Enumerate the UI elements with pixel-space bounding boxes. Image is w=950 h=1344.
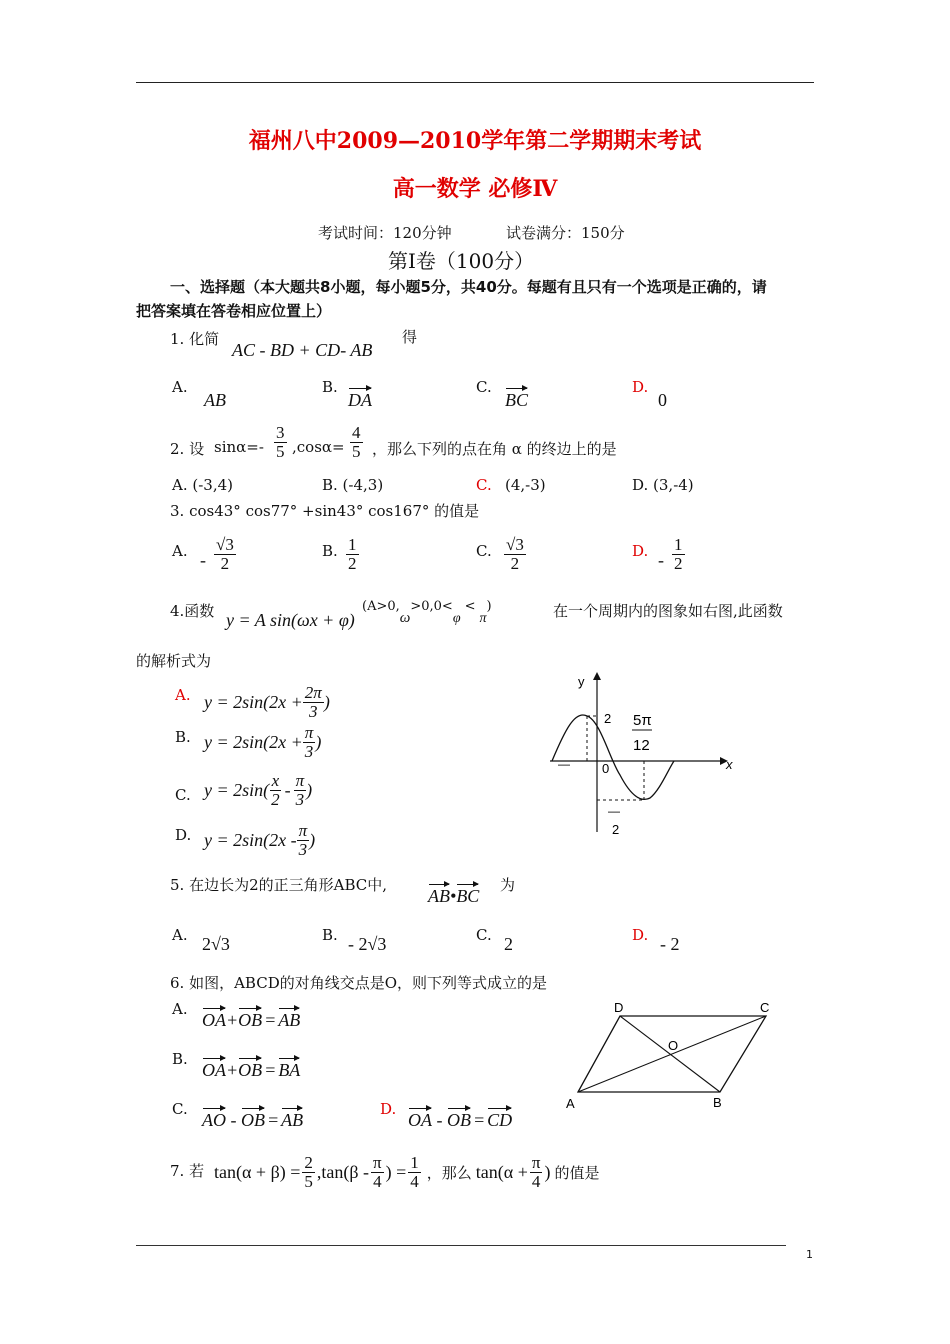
q2-sin-label: sinα=- [214,438,264,456]
vertex-b: B [713,1095,722,1110]
q2-sin-fraction: $\frac{3}{5}$ [276,423,285,461]
graph-trough-dash: — [608,804,620,818]
diagonal-ac [578,1016,766,1092]
q1-option-b-label: B. [322,378,338,396]
q2-num: 2. 设 [170,440,205,458]
q3-option-a-fraction: $\frac{√3}{2}$ [216,535,234,573]
q5-option-c-label: C. [476,926,492,944]
q4-option-a-label: A. [175,686,191,704]
q5-option-b-value: - 2√3 [348,934,387,954]
q1-option-c-label: C. [476,378,492,396]
q1-option-d-value: 0 [658,390,667,410]
exam-subtitle: 高一数学 必修Ⅳ [392,176,558,202]
q5-option-d-label: D. [632,926,649,944]
q2-option-b: B. (-4,3) [322,476,384,494]
q5-option-a-label: A. [172,926,188,944]
section-heading-line2: 把答案填在答卷相应位置上） [136,302,332,320]
q6-option-c-label: C. [172,1100,188,1118]
graph-y-label: y [578,674,585,689]
q4-sine-graph [540,670,740,840]
q2-option-d: D. (3,-4) [632,476,694,494]
q5-option-d-value: - 2 [660,934,680,954]
exam-time: 考试时间：120分钟 [318,224,452,242]
page-number: 1 [806,1248,813,1261]
q1-expression: AC - BD + CD- AB [232,340,373,360]
exam-title: 福州八中2009—2010学年第二学期期末考试 [248,128,702,154]
q6-option-b-formula: OA+OB = BA [202,1060,301,1080]
q1-option-a-label: A. [172,378,188,396]
graph-trough-label: 2 [612,822,620,837]
q6-stem: 6. 如图，ABCD的对角线交点是O，则下列等式成立的是 [170,974,548,992]
q1-num: 1. 化简 [170,330,220,348]
vertex-c: C [760,1000,770,1015]
sine-curve [552,715,674,799]
q4-option-c-formula: y = 2sin( $\frac{x}{2}$ - $\frac{\pi}{3}$ ) [204,771,313,809]
q7-expression: tan(α + β) = $\frac{2}{5}$ ,tan(β - $\frac{\pi}{4}$ ) = $\frac{1}{4}$ ，那么 tan(α + $\frac{\pi}{4}$ ) 的值是 [214,1153,600,1191]
graph-origin-label: 0 [602,761,610,776]
graph-peak-label: 2 [604,711,612,726]
q2-option-c-value: (4,-3) [505,476,546,494]
q2-option-a: A. (-3,4) [172,476,233,494]
q6-option-d-formula: OA - OB = CD [408,1110,513,1130]
q6-parallelogram-figure [560,996,780,1116]
q3-option-d-fraction: $\frac{1}{2}$ [674,535,683,573]
q1-option-b-value: DA [348,390,372,410]
q6-option-a-formula: OA+OB = AB [202,1010,301,1030]
q4-option-a-formula: y = 2sin(2x + $\frac{2\pi}{3}$ ) [204,683,330,721]
q5-option-a-value: 2√3 [202,934,230,954]
q3-option-c-fraction: $\frac{√3}{2}$ [506,535,524,573]
center-o: O [668,1038,679,1053]
top-rule [136,82,814,83]
q4-line2: 的解析式为 [136,652,212,670]
q1-option-d-label: D. [632,378,649,396]
q2-rest: ，那么下列的点在角 α 的终边上的是 [372,440,617,458]
q6-option-c-formula: AO - OB = AB [202,1110,304,1130]
q3-option-b-label: B. [322,542,338,560]
q2-cos-label: ,cosα= [292,438,345,456]
q1-suffix: 得 [402,328,418,346]
q4-num: 4.函数 [170,602,215,620]
graph-x-label: x [726,757,733,772]
q3-option-a-label: A. [172,542,188,560]
q3-option-c-label: C. [476,542,492,560]
q4-option-d-label: D. [175,826,192,844]
volume-title: 第Ⅰ卷（100分） [388,249,535,273]
q3-option-a-sign: - [200,550,206,570]
q4-function: y = A sin(ωx + φ) [226,610,355,630]
q4-option-b-formula: y = 2sin(2x + $\frac{\pi}{3}$ ) [204,723,322,761]
q6-option-b-label: B. [172,1050,188,1068]
graph-frac-num: 5π [633,712,652,729]
diagonal-bd [620,1016,720,1092]
q7-num: 7. 若 [170,1162,205,1180]
q4-option-c-label: C. [175,786,191,804]
graph-left-dash: — [558,757,570,771]
vertex-a: A [566,1096,575,1111]
bottom-rule [136,1245,786,1246]
q4-option-b-label: B. [175,728,191,746]
q2-option-c-label: C. [476,476,492,494]
q1-option-c-value: BC [505,390,529,410]
q5-expression: AB•BC [428,886,480,906]
q3-option-b-fraction: $\frac{1}{2}$ [348,535,357,573]
q6-option-d-label: D. [380,1100,397,1118]
q3-option-d-label: D. [632,542,649,560]
q5-stem: 5. 在边长为2的正三角形ABC中, [170,876,388,894]
exam-score: 试卷满分：150分 [506,224,625,242]
q5-suffix: 为 [500,876,516,894]
q4-rest: 在一个周期内的图象如右图,此函数 [553,602,783,620]
q4-condition: (A>0,ω>0,0<φ<π) [362,599,492,626]
q3-option-d-sign: - [658,550,664,570]
vertex-d: D [614,1000,624,1015]
q6-option-a-label: A. [172,1000,188,1018]
graph-y-arrow [593,672,601,680]
q2-cos-fraction: $\frac{4}{5}$ [352,423,361,461]
q3-stem: 3. cos43° cos77° +sin43° cos167° 的值是 [170,502,480,520]
section-heading-line1: 一、选择题（本大题共8小题，每小题5分，共40分。每题有且只有一个选项是正确的，请 [170,278,767,296]
q4-option-d-formula: y = 2sin(2x - $\frac{\pi}{3}$ ) [204,821,316,859]
graph-frac-den: 12 [633,737,650,754]
q5-option-b-label: B. [322,926,338,944]
q5-option-c-value: 2 [504,934,513,954]
q1-option-a-value: AB [204,390,226,410]
